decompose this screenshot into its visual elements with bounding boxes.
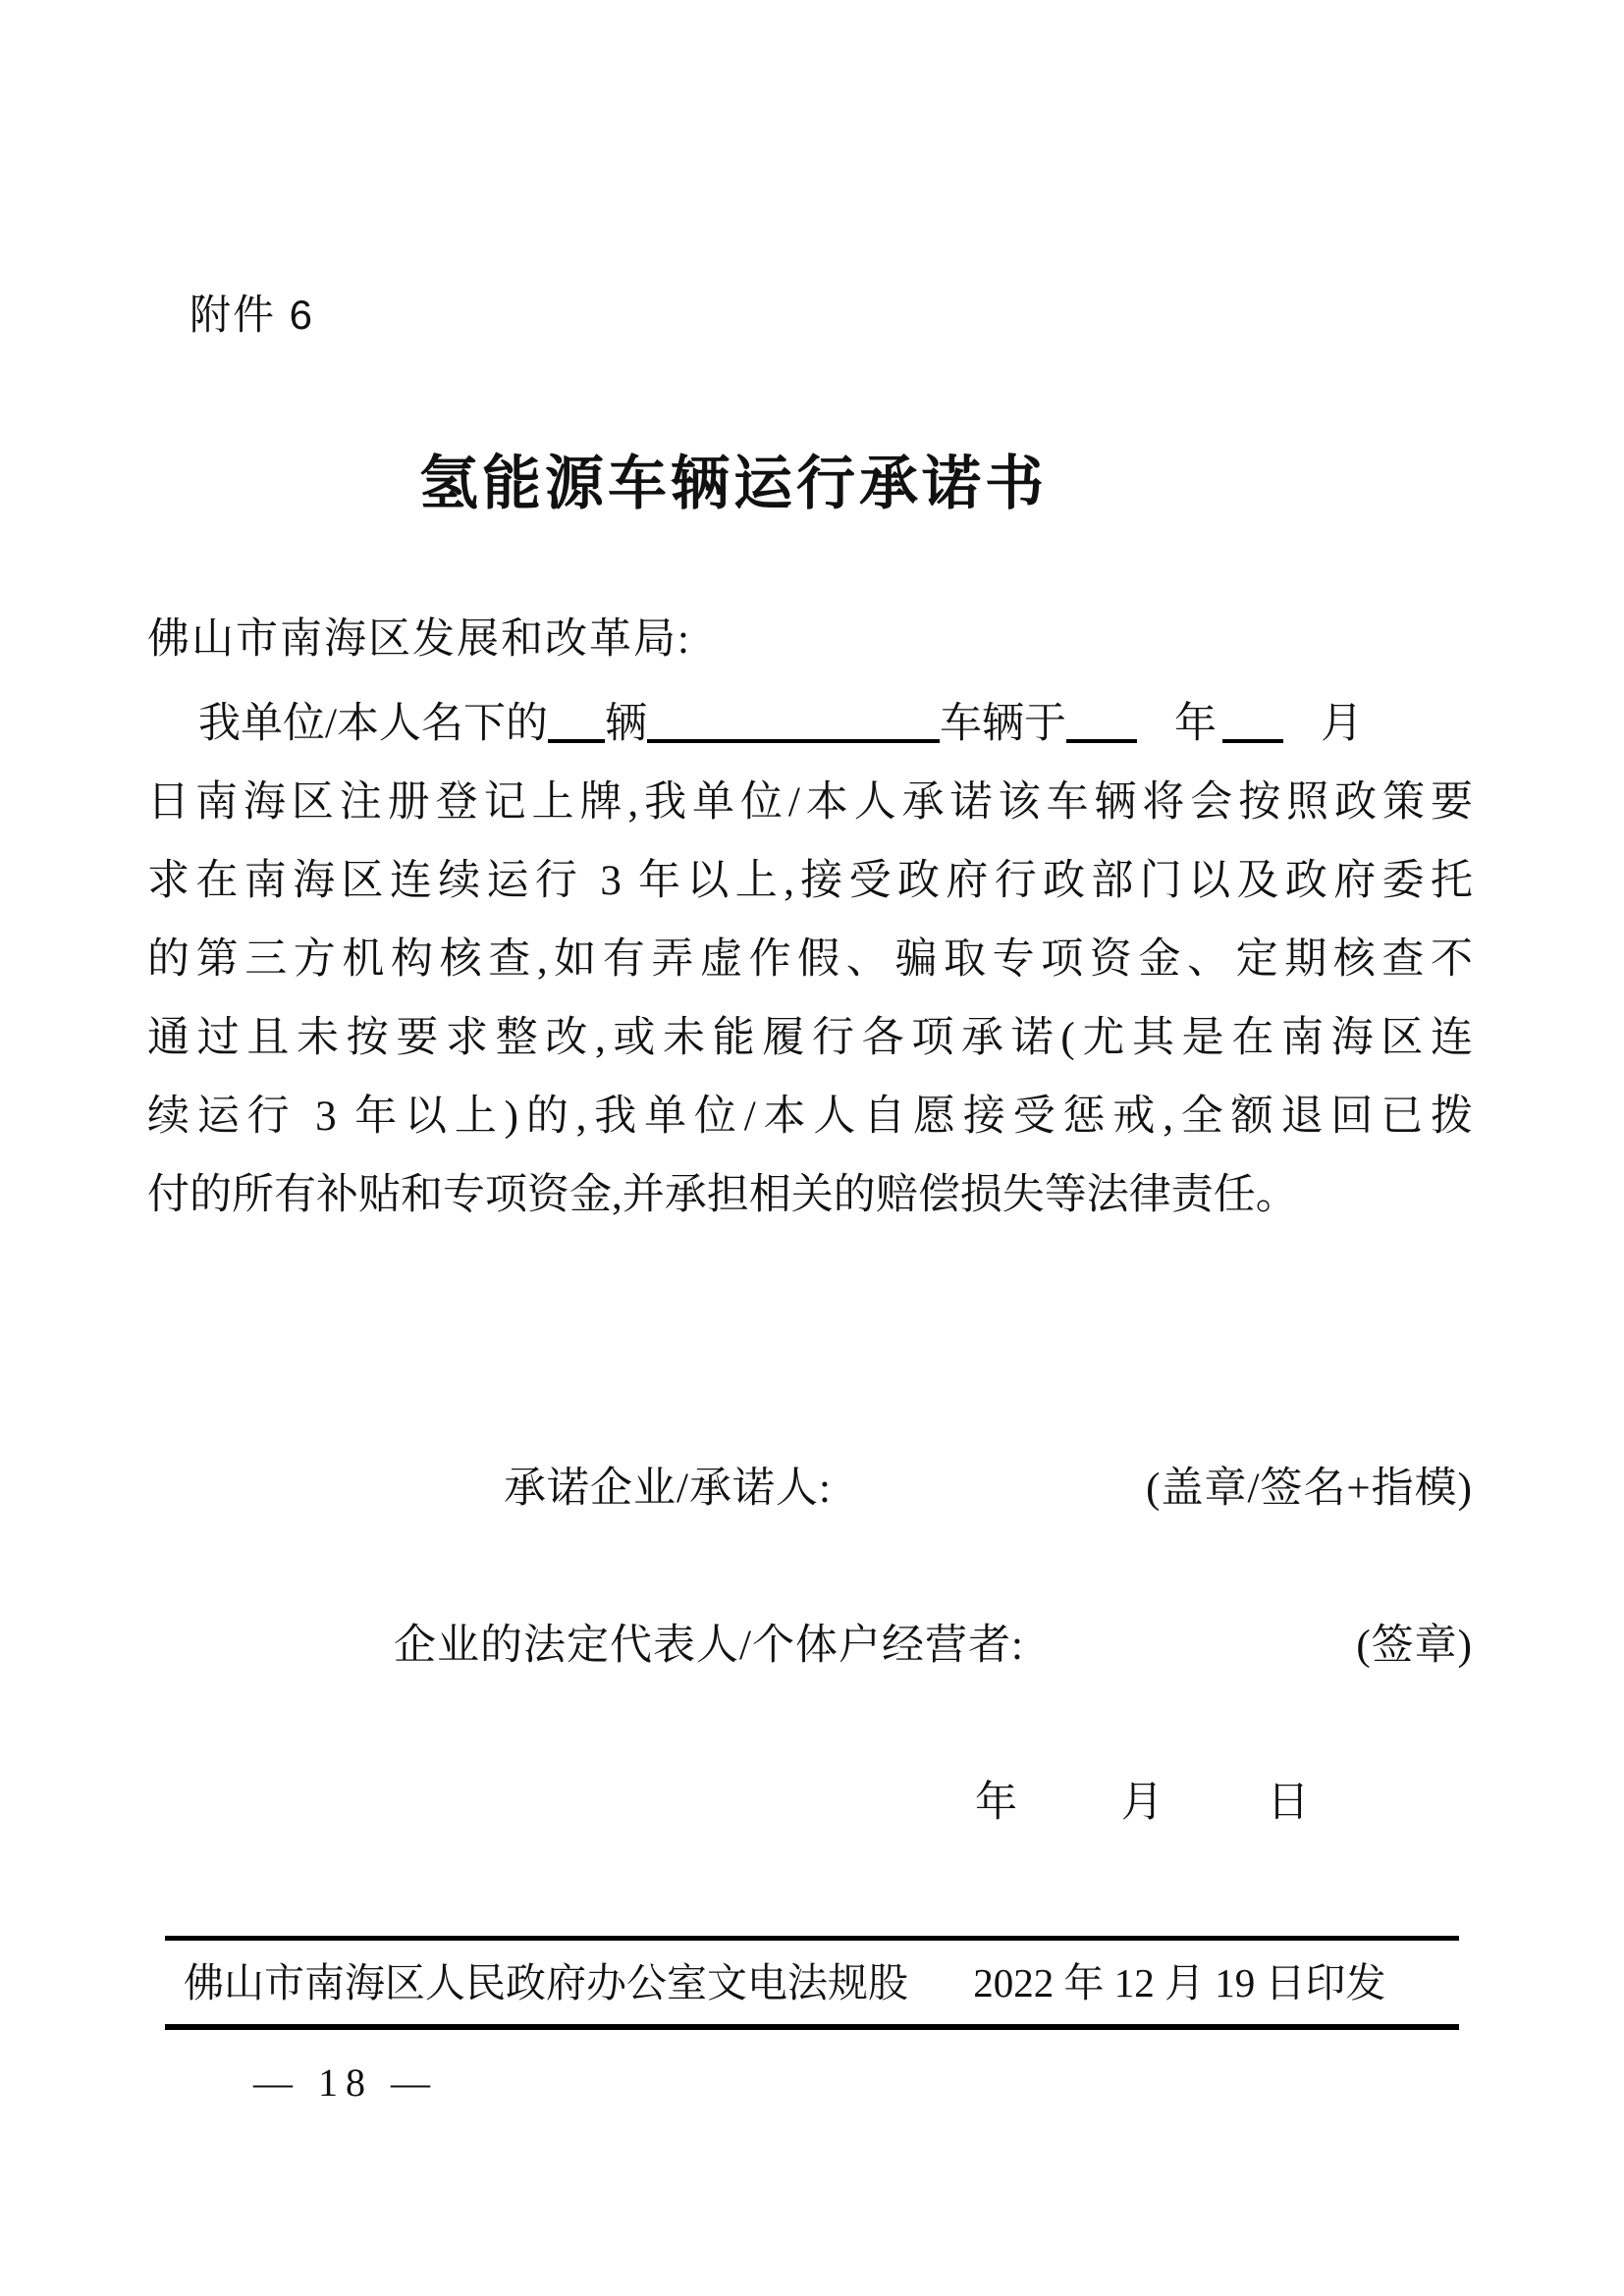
blank-month-field — [1222, 706, 1283, 743]
date-year-label: 年 — [975, 1780, 1017, 1826]
paragraph-line-3: 求在南海区连续运行 3 年以上,接受政府行政部门以及政府委托 — [147, 858, 1473, 904]
paragraph-line-1-text-owner: 我单位/本人名下的 — [198, 701, 548, 747]
page-number: — 18 — — [253, 2060, 438, 2105]
committer-seal-note: (盖章/签名+指模) — [1146, 1466, 1473, 1512]
committer-label: 承诺企业/承诺人: — [504, 1466, 832, 1512]
body-paragraph — [147, 685, 1473, 1235]
paragraph-line-7: 付的所有补贴和专项资金,并承担相关的赔偿损失等法律责任。 — [147, 1172, 1298, 1218]
paragraph-line-1-text-month: 月 — [1320, 701, 1363, 747]
salutation: 佛山市南海区发展和改革局: — [147, 616, 691, 663]
blank-year-field — [1066, 706, 1137, 743]
paragraph-line-5: 通过且未按要求整改,或未能履行各项承诺(尤其是在南海区连 — [147, 1015, 1473, 1061]
date-line — [147, 1779, 1473, 1827]
paragraph-line-1-text-on: 车辆于 — [939, 701, 1066, 747]
signature-row-representative — [147, 1622, 1473, 1670]
footer-print-date: 2022 年 12 月 19 日印发 — [973, 1960, 1386, 2005]
blank-vehicle-count — [548, 706, 605, 743]
paragraph-line-6: 续运行 3 年以上)的,我单位/本人自愿接受惩戒,全额退回已拨 — [147, 1094, 1473, 1140]
paragraph-line-1-text-year: 年 — [1173, 701, 1217, 747]
attachment-label: 附件 6 — [189, 292, 315, 338]
paragraph-line-1 — [147, 685, 1473, 764]
paragraph-line-1-text-unit: 辆 — [604, 701, 647, 747]
date-month-label: 月 — [1120, 1780, 1164, 1826]
signature-row-committer — [147, 1465, 1473, 1513]
representative-seal-note: (签章) — [1356, 1623, 1473, 1669]
blank-vehicle-model — [647, 706, 940, 743]
footer-rule-bottom — [165, 2024, 1459, 2030]
date-day-label: 日 — [1267, 1780, 1310, 1826]
footer-rule-top — [165, 1936, 1459, 1941]
footer-imprint — [147, 1959, 1473, 2007]
paragraph-line-4: 的第三方机构核查,如有弄虚作假、骗取专项资金、定期核查不 — [147, 936, 1473, 983]
paragraph-line-2: 日南海区注册登记上牌,我单位/本人承诺该车辆将会按照政策要 — [147, 779, 1473, 826]
footer-issuer: 佛山市南海区人民政府办公室文电法规股 — [184, 1960, 908, 2005]
document-title: 氢能源车辆运行承诺书 — [419, 452, 1048, 516]
representative-label: 企业的法定代表人/个体户经营者: — [394, 1623, 1024, 1669]
